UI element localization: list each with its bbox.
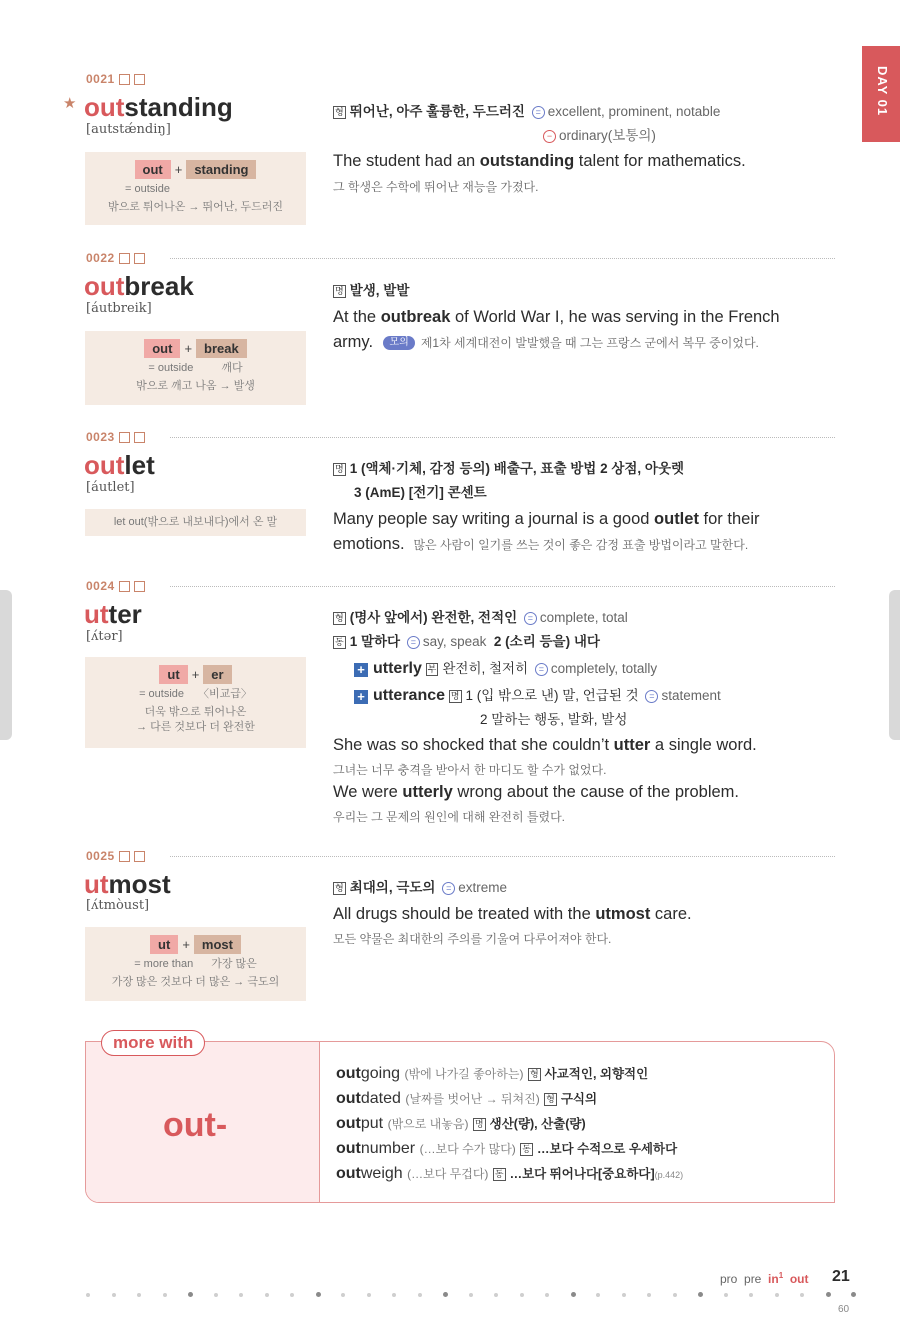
synonym-icon: = xyxy=(524,612,537,625)
derivative-meaning: 완전히, 철저히 xyxy=(442,661,529,676)
example-pre: At the xyxy=(333,308,381,326)
progress-dot xyxy=(163,1293,167,1297)
morpheme-gloss: = outside xyxy=(125,183,170,195)
pos-tag: 동 xyxy=(522,1144,531,1154)
checkbox[interactable] xyxy=(119,74,130,85)
divider xyxy=(170,258,835,259)
progress-dot xyxy=(418,1293,422,1297)
progress-dot xyxy=(800,1293,804,1297)
progress-dot xyxy=(520,1293,524,1297)
item-prefix: out xyxy=(336,1140,361,1157)
synonyms: completely, totally xyxy=(550,661,658,676)
nav-pro[interactable]: pro xyxy=(720,1272,738,1286)
pronunciation: [ʌ́tmòust] xyxy=(86,898,150,913)
example-translation: 많은 사람이 일기를 쓰는 것이 좋은 감정 표출 방법이라고 말한다. xyxy=(413,538,749,552)
etymology-note-2: → 다른 것보다 더 완전한 xyxy=(136,721,255,733)
plus-icon: + xyxy=(354,663,368,677)
example-translation: 모든 약물은 최대한의 주의를 기울여 다루어져야 한다. xyxy=(333,932,612,946)
entry-number xyxy=(86,579,145,593)
example-keyword: utterly xyxy=(402,783,453,801)
example-translation: 그녀는 너무 충격을 받아서 한 마디도 할 수가 없었다. xyxy=(333,763,607,777)
example-pre: All drugs should be treated with the xyxy=(333,905,596,923)
headword xyxy=(84,273,194,299)
headword xyxy=(84,94,233,120)
more-with-label: more with xyxy=(101,1030,205,1056)
item-stem: dated xyxy=(360,1090,401,1107)
example-sentence xyxy=(333,152,746,171)
definition-text: 최대의, 극도의 xyxy=(349,880,436,895)
example-translation: 제1차 세계대전이 발발했을 때 그는 프랑스 군에서 복무 중이었다. xyxy=(420,336,759,350)
example-post: wrong about the cause of the problem. xyxy=(452,783,740,801)
synonym-icon: = xyxy=(532,106,545,119)
pronunciation: [ʌ́tər] xyxy=(86,629,123,644)
example-keyword: outstanding xyxy=(479,152,575,170)
synonyms: complete, total xyxy=(539,610,628,625)
synonyms: extreme xyxy=(458,880,507,895)
definition-text: 발생, 발발 xyxy=(349,283,410,298)
item-gloss: (밖으로 내놓음) xyxy=(387,1117,469,1131)
morpheme-gloss-b: 〈비교급〉 xyxy=(198,688,252,700)
example-continued: emotions. xyxy=(333,535,405,553)
progress-dot xyxy=(188,1292,193,1297)
morpheme-a: out xyxy=(135,160,171,179)
list-item xyxy=(336,1161,683,1186)
example-translation: 그 학생은 수학에 뛰어난 재능을 가졌다. xyxy=(333,180,539,194)
example-pre: The student had an xyxy=(333,152,480,170)
derivative-line2: 2 말하는 행동, 발화, 발성 xyxy=(480,712,628,727)
etymology-box: ut + most = more than 가장 많은 가장 많은 것보다 더 많은 → 극도의 xyxy=(85,927,306,1001)
progress-dot xyxy=(622,1293,626,1297)
headword-prefix: ut xyxy=(84,869,109,899)
derivative xyxy=(354,657,657,678)
list-item xyxy=(336,1111,683,1136)
entry-number-text: 0021 xyxy=(86,72,115,86)
definition-text: 1 (액체·기체, 감정 등의) 배출구, 표출 방법 2 상점, 아웃렛 xyxy=(349,461,685,476)
synonyms: statement xyxy=(661,688,721,703)
progress-dot xyxy=(290,1293,294,1297)
derivative-meaning: 1 (입 밖으로 낸) 말, 언급된 것 xyxy=(465,688,639,703)
item-meaning: …보다 수적으로 우세하다 xyxy=(536,1142,678,1156)
checkbox[interactable] xyxy=(119,253,130,264)
day-tab[interactable] xyxy=(862,46,900,142)
synonym-icon: = xyxy=(442,882,455,895)
definition-extra: 2 (소리 등을) 내다 xyxy=(493,634,600,649)
progress-dot xyxy=(341,1293,345,1297)
pronunciation: [áutbreik] xyxy=(86,301,152,316)
derivative xyxy=(354,684,721,705)
item-gloss: (…보다 수가 많다) xyxy=(419,1142,516,1156)
progress-dot xyxy=(239,1293,243,1297)
divider xyxy=(170,856,835,857)
item-meaning: 구식의 xyxy=(560,1092,598,1106)
pos-tag: 명 xyxy=(474,1119,484,1129)
item-meaning: 사교적인, 외향적인 xyxy=(544,1067,649,1081)
more-with-prefix: out- xyxy=(163,1106,228,1144)
synonyms: say, speak xyxy=(422,634,487,649)
item-prefix: out xyxy=(336,1165,361,1182)
pos-tag: 형 xyxy=(335,613,344,623)
definition-text: 뛰어난, 아주 훌륭한, 두드러진 xyxy=(349,104,525,119)
item-prefix: out xyxy=(336,1115,361,1132)
right-side-handle[interactable] xyxy=(889,590,900,740)
progress-dot xyxy=(265,1293,269,1297)
checkbox[interactable] xyxy=(134,851,145,862)
progress-dot xyxy=(724,1293,728,1297)
example-post: for their xyxy=(698,510,760,528)
example-pre: Many people say writing a journal is a good xyxy=(333,510,655,528)
nav-in-sup: 1 xyxy=(778,1271,784,1280)
checkbox[interactable] xyxy=(134,253,145,264)
etymology-box: out + standing = outside 밖으로 튀어나온 → 뛰어난, 두드러진 xyxy=(85,152,306,225)
morpheme-gloss-a: = outside xyxy=(148,362,194,374)
item-prefix: out xyxy=(336,1090,361,1107)
prefix-nav xyxy=(720,1271,808,1286)
example-post: talent for mathematics. xyxy=(574,152,746,170)
pos-tag: 명 xyxy=(450,691,460,701)
pos-tag: 명 xyxy=(335,464,344,474)
morpheme-b: most xyxy=(194,935,241,954)
etymology-note: let out(밖으로 내보내다)에서 온 말 xyxy=(113,516,278,528)
etymology-box xyxy=(85,509,306,536)
item-gloss: (…보다 무겁다) xyxy=(407,1167,489,1181)
checkbox[interactable] xyxy=(119,851,130,862)
headword-rest: break xyxy=(124,271,194,301)
progress-dot xyxy=(316,1292,321,1297)
progress-dot xyxy=(545,1293,549,1297)
headword-prefix: out xyxy=(84,92,125,122)
item-gloss: (밖에 나가길 좋아하는) xyxy=(404,1067,524,1081)
progress-dot xyxy=(698,1292,703,1297)
nav-out[interactable]: out xyxy=(789,1272,809,1286)
etymology-note: 밖으로 깨고 나옴 → 발생 xyxy=(136,380,255,392)
antonym xyxy=(540,124,656,144)
definition xyxy=(333,279,409,299)
list-item xyxy=(336,1086,683,1111)
example-pre: We were xyxy=(333,783,403,801)
example-sentence xyxy=(333,783,739,802)
morpheme-gloss-a: = more than xyxy=(134,958,194,970)
progress-dot xyxy=(596,1293,600,1297)
definition xyxy=(333,457,684,477)
etymology-note: 밖으로 튀어나온 → 뛰어난, 두드러진 xyxy=(107,201,284,213)
example-sentence xyxy=(333,905,692,924)
morpheme-gloss-a: = outside xyxy=(139,688,185,700)
example-keyword: outbreak xyxy=(380,308,451,326)
entry-number-text: 0023 xyxy=(86,430,115,444)
nav-in-label: in xyxy=(768,1272,779,1286)
progress-dot xyxy=(214,1293,218,1297)
progress-dot xyxy=(851,1292,856,1297)
progress-dot xyxy=(367,1293,371,1297)
pos-tag: 부 xyxy=(427,664,437,674)
progress-dot xyxy=(673,1293,677,1297)
checkbox[interactable] xyxy=(134,432,145,443)
derivative-word: utterance xyxy=(373,687,446,704)
item-gloss: (날짜를 벗어난 → 뒤쳐진) xyxy=(405,1092,540,1106)
example-sentence xyxy=(333,510,759,529)
entry-number xyxy=(86,251,145,265)
progress-dot xyxy=(647,1293,651,1297)
headword-rest: ter xyxy=(108,599,142,629)
more-with-list xyxy=(336,1061,683,1186)
antonym-icon: − xyxy=(543,130,556,143)
example-translation: 우리는 그 문제의 원인에 대해 완전히 틀렸다. xyxy=(333,810,565,824)
pos-tag: 동 xyxy=(335,637,344,647)
morpheme-b: break xyxy=(196,339,247,358)
example-continued: army. xyxy=(333,333,374,351)
page-reference: (p.442) xyxy=(654,1170,684,1180)
example-post: care. xyxy=(650,905,692,923)
example-keyword: outlet xyxy=(654,510,699,528)
entry-number xyxy=(86,72,145,86)
left-side-handle[interactable] xyxy=(0,590,12,740)
item-meaning: 생산(량), 산출(량) xyxy=(489,1117,586,1131)
synonym-icon: = xyxy=(407,636,420,649)
morpheme-b: er xyxy=(203,665,231,684)
definition xyxy=(333,630,600,650)
word-count: 60 xyxy=(838,1304,850,1315)
example-line2 xyxy=(333,333,759,352)
star-icon: ★ xyxy=(63,95,77,112)
checkbox[interactable] xyxy=(134,74,145,85)
headword-prefix: out xyxy=(84,450,125,480)
definition xyxy=(333,606,628,626)
etymology-box: ut + er = outside 〈비교급〉 더욱 밖으로 튀어나온 → 다른 것보다 더 완전한 xyxy=(85,657,306,748)
item-stem: put xyxy=(360,1115,384,1132)
headword-rest: standing xyxy=(124,92,233,122)
progress-dot xyxy=(775,1293,779,1297)
headword-rest: most xyxy=(108,869,171,899)
checkbox[interactable] xyxy=(119,581,130,592)
pos-tag: 명 xyxy=(335,286,344,296)
checkbox[interactable] xyxy=(119,432,130,443)
entry-number-text: 0025 xyxy=(86,849,115,863)
progress-dot xyxy=(571,1292,576,1297)
headword-prefix: ut xyxy=(84,599,109,629)
etymology-note: 더욱 밖으로 튀어나온 xyxy=(144,706,247,718)
nav-pre[interactable]: pre xyxy=(744,1272,762,1286)
progress-dot xyxy=(749,1293,753,1297)
checkbox[interactable] xyxy=(134,581,145,592)
item-stem: weigh xyxy=(360,1165,403,1182)
headword xyxy=(84,452,155,478)
definition-text: (명사 앞에서) 완전한, 전적인 xyxy=(349,610,518,625)
pos-tag: 동 xyxy=(494,1169,504,1179)
etymology-box: out + break = outside 깨다 밖으로 깨고 나옴 → 발생 xyxy=(85,331,306,405)
example-sentence xyxy=(333,308,780,327)
day-tab-label: DAY 01 xyxy=(875,66,890,117)
derivative-word: utterly xyxy=(373,660,422,677)
list-item xyxy=(336,1061,683,1086)
etymology-note: 가장 많은 것보다 더 많은 → 극도의 xyxy=(111,976,280,988)
pos-tag: 형 xyxy=(335,107,344,117)
morpheme-a: out xyxy=(144,339,180,358)
item-meaning: …보다 뛰어나다[중요하다] xyxy=(509,1167,655,1181)
morpheme-gloss-b: 가장 많은 xyxy=(211,958,257,970)
definition-text: 1 말하다 xyxy=(349,634,401,649)
list-item xyxy=(336,1136,683,1161)
synonyms: excellent, prominent, notable xyxy=(547,104,721,119)
headword-rest: let xyxy=(124,450,155,480)
example-line2 xyxy=(333,535,748,554)
item-stem: going xyxy=(360,1065,401,1082)
definition xyxy=(333,100,720,120)
example-pre: She was so shocked that she couldn’t xyxy=(333,736,614,754)
definition-line2: 3 (AmE) [전기] 콘센트 xyxy=(354,485,487,500)
progress-dot xyxy=(469,1293,473,1297)
progress-dots xyxy=(86,1292,856,1300)
divider xyxy=(170,437,835,438)
morpheme-a: ut xyxy=(150,935,178,954)
progress-dot xyxy=(137,1293,141,1297)
headword xyxy=(84,601,142,627)
pronunciation: [autstǽndiŋ] xyxy=(86,122,171,137)
morpheme-b: standing xyxy=(186,160,256,179)
progress-dot xyxy=(112,1293,116,1297)
progress-dot xyxy=(392,1293,396,1297)
entry-number xyxy=(86,430,145,444)
progress-dot xyxy=(494,1293,498,1297)
plus-icon: + xyxy=(354,690,368,704)
antonym-text: ordinary(보통의) xyxy=(559,128,656,143)
pos-tag: 형 xyxy=(529,1069,539,1079)
pronunciation: [áutlet] xyxy=(86,480,135,495)
progress-dot xyxy=(443,1292,448,1297)
morpheme-a: ut xyxy=(159,665,187,684)
progress-dot xyxy=(826,1292,831,1297)
entry-number-text: 0022 xyxy=(86,251,115,265)
item-prefix: out xyxy=(336,1065,361,1082)
pos-tag: 형 xyxy=(335,883,344,893)
example-keyword: utmost xyxy=(595,905,651,923)
page-number: 21 xyxy=(832,1268,850,1285)
divider xyxy=(170,586,835,587)
entry-number-text: 0024 xyxy=(86,579,115,593)
nav-in[interactable] xyxy=(768,1272,783,1286)
example-keyword: utter xyxy=(613,736,651,754)
exam-badge: 모의 xyxy=(383,336,414,350)
entry-number xyxy=(86,849,145,863)
progress-dot xyxy=(86,1293,90,1297)
example-post: of World War I, he was serving in the French xyxy=(450,308,780,326)
example-sentence xyxy=(333,736,757,755)
pos-tag: 형 xyxy=(546,1094,555,1104)
item-stem: number xyxy=(360,1140,416,1157)
definition xyxy=(333,876,507,896)
morpheme-gloss-b: 깨다 xyxy=(221,362,243,374)
synonym-icon: = xyxy=(645,690,658,703)
headword xyxy=(84,871,171,897)
example-post: a single word. xyxy=(650,736,757,754)
headword-prefix: out xyxy=(84,271,125,301)
synonym-icon: = xyxy=(535,663,548,676)
